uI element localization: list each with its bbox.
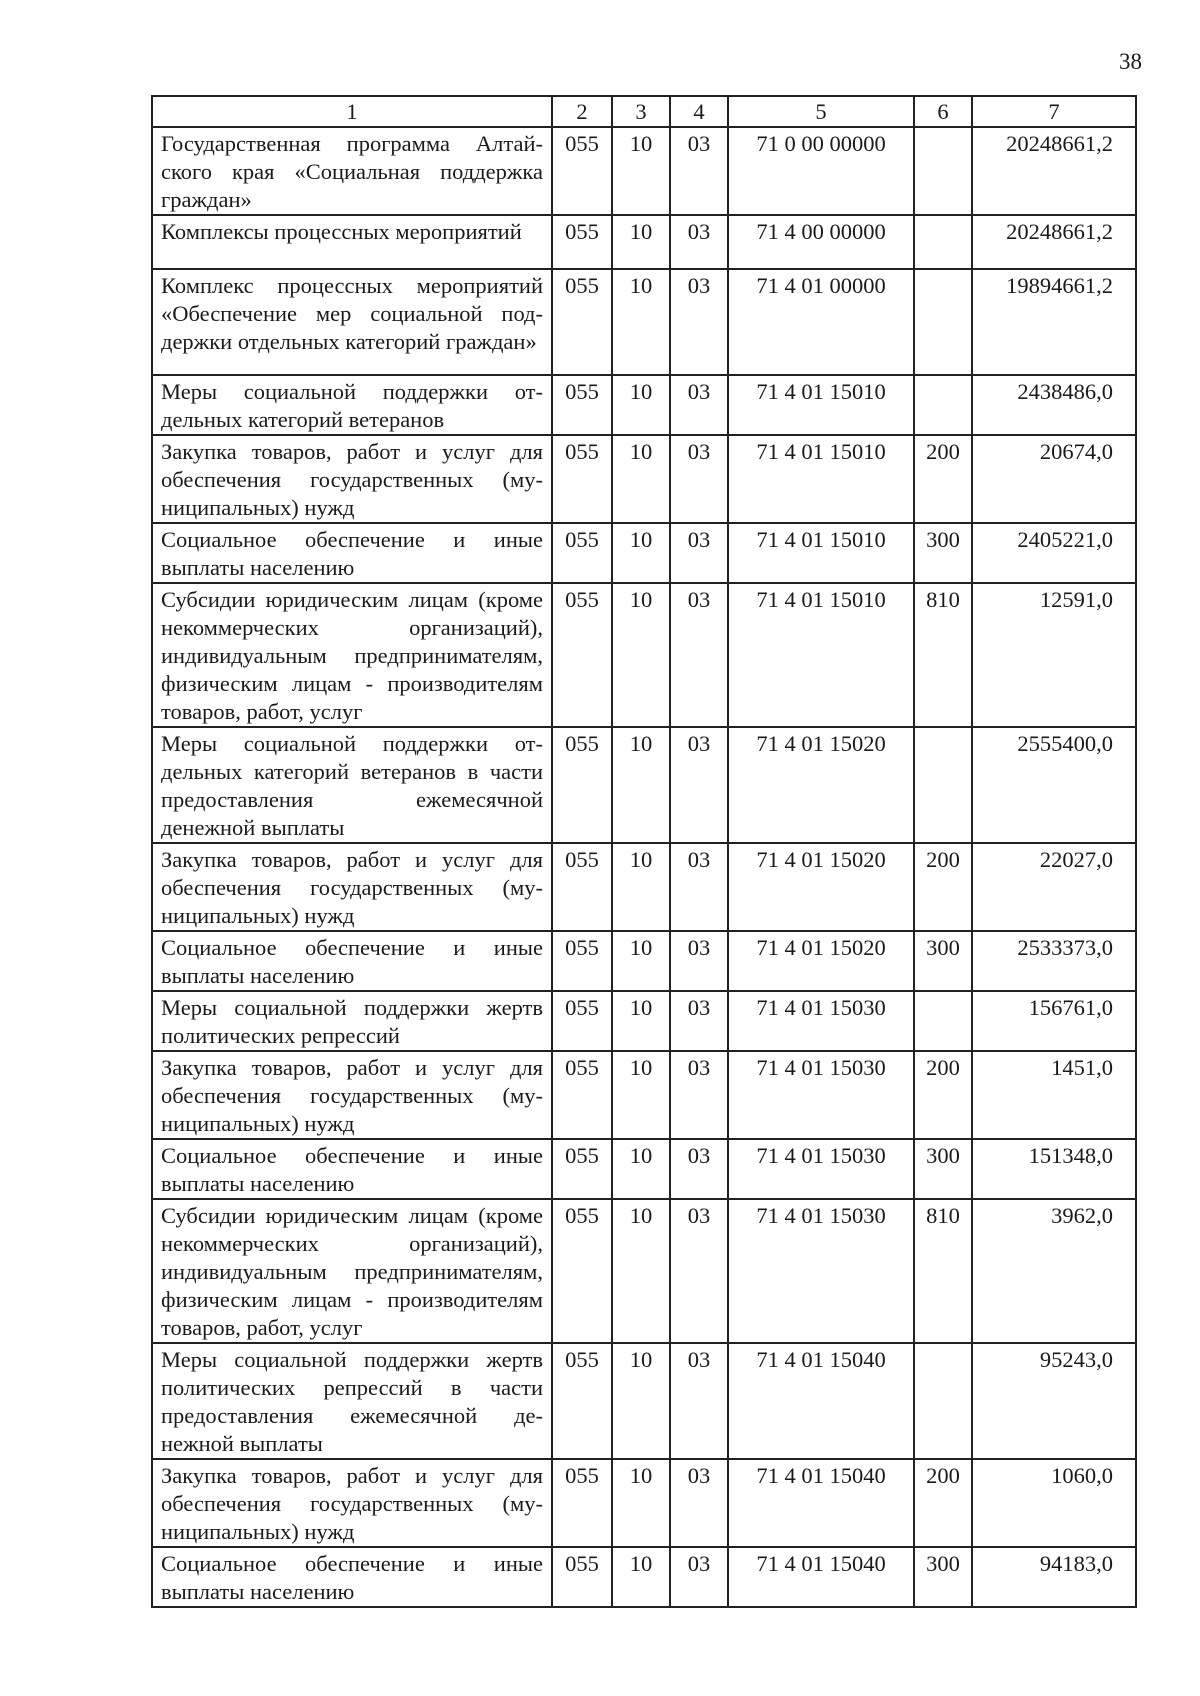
target-item-cell: 71 4 01 15020 (728, 727, 914, 843)
target-item-cell: 71 4 01 00000 (728, 269, 914, 375)
target-item-cell: 71 4 01 15010 (728, 375, 914, 435)
table-row (152, 583, 1136, 727)
row-name-cell: Комплекс процессных мероприятий «Обеспечение мер социальной поддержки отдельных категорий граждан» (152, 269, 552, 375)
section-cell: 10 (612, 991, 670, 1051)
page-number: 38 (1119, 49, 1142, 74)
expense-type-cell: 200 (914, 843, 972, 931)
table-row (152, 1547, 1136, 1607)
table-row (152, 375, 1136, 435)
target-item-cell: 71 4 01 15040 (728, 1547, 914, 1607)
subsection-cell: 03 (670, 269, 728, 375)
expense-type-cell: 200 (914, 1051, 972, 1139)
amount-cell: 19894661,2 (972, 269, 1136, 375)
section-cell: 10 (612, 375, 670, 435)
admin-code-cell: 055 (552, 269, 612, 375)
subsection-cell: 03 (670, 1459, 728, 1547)
row-name-cell: Закупка товаров, работ и услуг для обеспечения государственных (муниципальных) нужд (152, 843, 552, 931)
table-row (152, 727, 1136, 843)
amount-cell: 156761,0 (972, 991, 1136, 1051)
section-cell: 10 (612, 1459, 670, 1547)
amount-cell: 2533373,0 (972, 931, 1136, 991)
section-cell: 10 (612, 931, 670, 991)
table-row (152, 269, 1136, 375)
amount-cell: 94183,0 (972, 1547, 1136, 1607)
admin-code-cell: 055 (552, 523, 612, 583)
section-cell: 10 (612, 215, 670, 269)
section-cell: 10 (612, 435, 670, 523)
amount-cell: 95243,0 (972, 1343, 1136, 1459)
section-cell: 10 (612, 1199, 670, 1343)
table-header-row (152, 96, 1136, 127)
column-header: 4 (670, 96, 728, 127)
admin-code-cell: 055 (552, 727, 612, 843)
section-cell: 10 (612, 127, 670, 215)
row-name-cell: Субсидии юридическим лицам (кроме некоммерческих организаций), индивидуальным предпринимателям, физическим лицам - производителям товаров, работ, услуг (152, 583, 552, 727)
amount-cell: 1451,0 (972, 1051, 1136, 1139)
amount-cell: 12591,0 (972, 583, 1136, 727)
table-row (152, 435, 1136, 523)
table-row (152, 1459, 1136, 1547)
section-cell: 10 (612, 1547, 670, 1607)
expense-type-cell: 300 (914, 931, 972, 991)
amount-cell: 1060,0 (972, 1459, 1136, 1547)
subsection-cell: 03 (670, 991, 728, 1051)
subsection-cell: 03 (670, 375, 728, 435)
column-header: 2 (552, 96, 612, 127)
column-header: 5 (728, 96, 914, 127)
expense-type-cell: 810 (914, 1199, 972, 1343)
expense-type-cell (914, 215, 972, 269)
subsection-cell: 03 (670, 727, 728, 843)
expense-type-cell (914, 269, 972, 375)
subsection-cell: 03 (670, 1051, 728, 1139)
table-row (152, 215, 1136, 269)
row-name-cell: Меры социальной поддержки отдельных категорий ветеранов в части предоставления ежемесячной денежной выплаты (152, 727, 552, 843)
column-header: 6 (914, 96, 972, 127)
admin-code-cell: 055 (552, 375, 612, 435)
section-cell: 10 (612, 269, 670, 375)
amount-cell: 2438486,0 (972, 375, 1136, 435)
target-item-cell: 71 4 01 15010 (728, 583, 914, 727)
table-row (152, 1199, 1136, 1343)
section-cell: 10 (612, 583, 670, 727)
subsection-cell: 03 (670, 215, 728, 269)
amount-cell: 2405221,0 (972, 523, 1136, 583)
subsection-cell: 03 (670, 435, 728, 523)
row-name-cell: Социальное обеспечение и иные выплаты населению (152, 523, 552, 583)
table-row (152, 1051, 1136, 1139)
table-row (152, 523, 1136, 583)
target-item-cell: 71 4 01 15020 (728, 843, 914, 931)
row-name-cell: Меры социальной поддержки отдельных категорий ветеранов (152, 375, 552, 435)
section-cell: 10 (612, 727, 670, 843)
section-cell: 10 (612, 1139, 670, 1199)
amount-cell: 2555400,0 (972, 727, 1136, 843)
subsection-cell: 03 (670, 127, 728, 215)
expense-type-cell (914, 127, 972, 215)
table-row (152, 843, 1136, 931)
admin-code-cell: 055 (552, 1547, 612, 1607)
amount-cell: 3962,0 (972, 1199, 1136, 1343)
admin-code-cell: 055 (552, 991, 612, 1051)
subsection-cell: 03 (670, 843, 728, 931)
expense-type-cell: 300 (914, 1139, 972, 1199)
admin-code-cell: 055 (552, 1343, 612, 1459)
expense-type-cell (914, 991, 972, 1051)
budget-table (151, 95, 1137, 1608)
row-name-cell: Комплексы процессных мероприятий (152, 215, 552, 269)
column-header: 1 (152, 96, 552, 127)
section-cell: 10 (612, 523, 670, 583)
table-row (152, 931, 1136, 991)
subsection-cell: 03 (670, 1199, 728, 1343)
amount-cell: 22027,0 (972, 843, 1136, 931)
row-name-cell: Государственная программа Алтайского края «Социальная поддержка граждан» (152, 127, 552, 215)
table-body (152, 127, 1136, 1607)
target-item-cell: 71 4 01 15040 (728, 1343, 914, 1459)
target-item-cell: 71 4 01 15030 (728, 991, 914, 1051)
admin-code-cell: 055 (552, 1199, 612, 1343)
admin-code-cell: 055 (552, 127, 612, 215)
row-name-cell: Субсидии юридическим лицам (кроме некоммерческих организаций), индивидуальным предпринимателям, физическим лицам - производителям товаров, работ, услуг (152, 1199, 552, 1343)
row-name-cell: Меры социальной поддержки жертв политических репрессий в части предоставления ежемесячной денежной выплаты (152, 1343, 552, 1459)
column-header: 3 (612, 96, 670, 127)
target-item-cell: 71 4 01 15030 (728, 1051, 914, 1139)
subsection-cell: 03 (670, 1343, 728, 1459)
admin-code-cell: 055 (552, 1459, 612, 1547)
table-row (152, 127, 1136, 215)
table-row (152, 1343, 1136, 1459)
amount-cell: 20674,0 (972, 435, 1136, 523)
target-item-cell: 71 4 00 00000 (728, 215, 914, 269)
subsection-cell: 03 (670, 1139, 728, 1199)
admin-code-cell: 055 (552, 931, 612, 991)
amount-cell: 20248661,2 (972, 127, 1136, 215)
admin-code-cell: 055 (552, 843, 612, 931)
admin-code-cell: 055 (552, 583, 612, 727)
expense-type-cell (914, 727, 972, 843)
admin-code-cell: 055 (552, 1139, 612, 1199)
amount-cell: 151348,0 (972, 1139, 1136, 1199)
row-name-cell: Социальное обеспечение и иные выплаты населению (152, 931, 552, 991)
row-name-cell: Закупка товаров, работ и услуг для обеспечения государственных (муниципальных) нужд (152, 1459, 552, 1547)
expense-type-cell: 200 (914, 1459, 972, 1547)
target-item-cell: 71 4 01 15030 (728, 1139, 914, 1199)
admin-code-cell: 055 (552, 435, 612, 523)
row-name-cell: Закупка товаров, работ и услуг для обеспечения государственных (муниципальных) нужд (152, 435, 552, 523)
row-name-cell: Социальное обеспечение и иные выплаты населению (152, 1547, 552, 1607)
expense-type-cell: 200 (914, 435, 972, 523)
expense-type-cell: 810 (914, 583, 972, 727)
table-row (152, 1139, 1136, 1199)
admin-code-cell: 055 (552, 1051, 612, 1139)
target-item-cell: 71 4 01 15010 (728, 435, 914, 523)
row-name-cell: Меры социальной поддержки жертв политических репрессий (152, 991, 552, 1051)
row-name-cell: Закупка товаров, работ и услуг для обеспечения государственных (муниципальных) нужд (152, 1051, 552, 1139)
row-name-cell: Социальное обеспечение и иные выплаты населению (152, 1139, 552, 1199)
expense-type-cell: 300 (914, 523, 972, 583)
target-item-cell: 71 4 01 15020 (728, 931, 914, 991)
table-row (152, 991, 1136, 1051)
column-header: 7 (972, 96, 1136, 127)
admin-code-cell: 055 (552, 215, 612, 269)
section-cell: 10 (612, 843, 670, 931)
target-item-cell: 71 4 01 15030 (728, 1199, 914, 1343)
subsection-cell: 03 (670, 523, 728, 583)
target-item-cell: 71 4 01 15010 (728, 523, 914, 583)
expense-type-cell (914, 375, 972, 435)
section-cell: 10 (612, 1051, 670, 1139)
subsection-cell: 03 (670, 1547, 728, 1607)
subsection-cell: 03 (670, 931, 728, 991)
amount-cell: 20248661,2 (972, 215, 1136, 269)
target-item-cell: 71 4 01 15040 (728, 1459, 914, 1547)
expense-type-cell (914, 1343, 972, 1459)
expense-type-cell: 300 (914, 1547, 972, 1607)
target-item-cell: 71 0 00 00000 (728, 127, 914, 215)
subsection-cell: 03 (670, 583, 728, 727)
section-cell: 10 (612, 1343, 670, 1459)
